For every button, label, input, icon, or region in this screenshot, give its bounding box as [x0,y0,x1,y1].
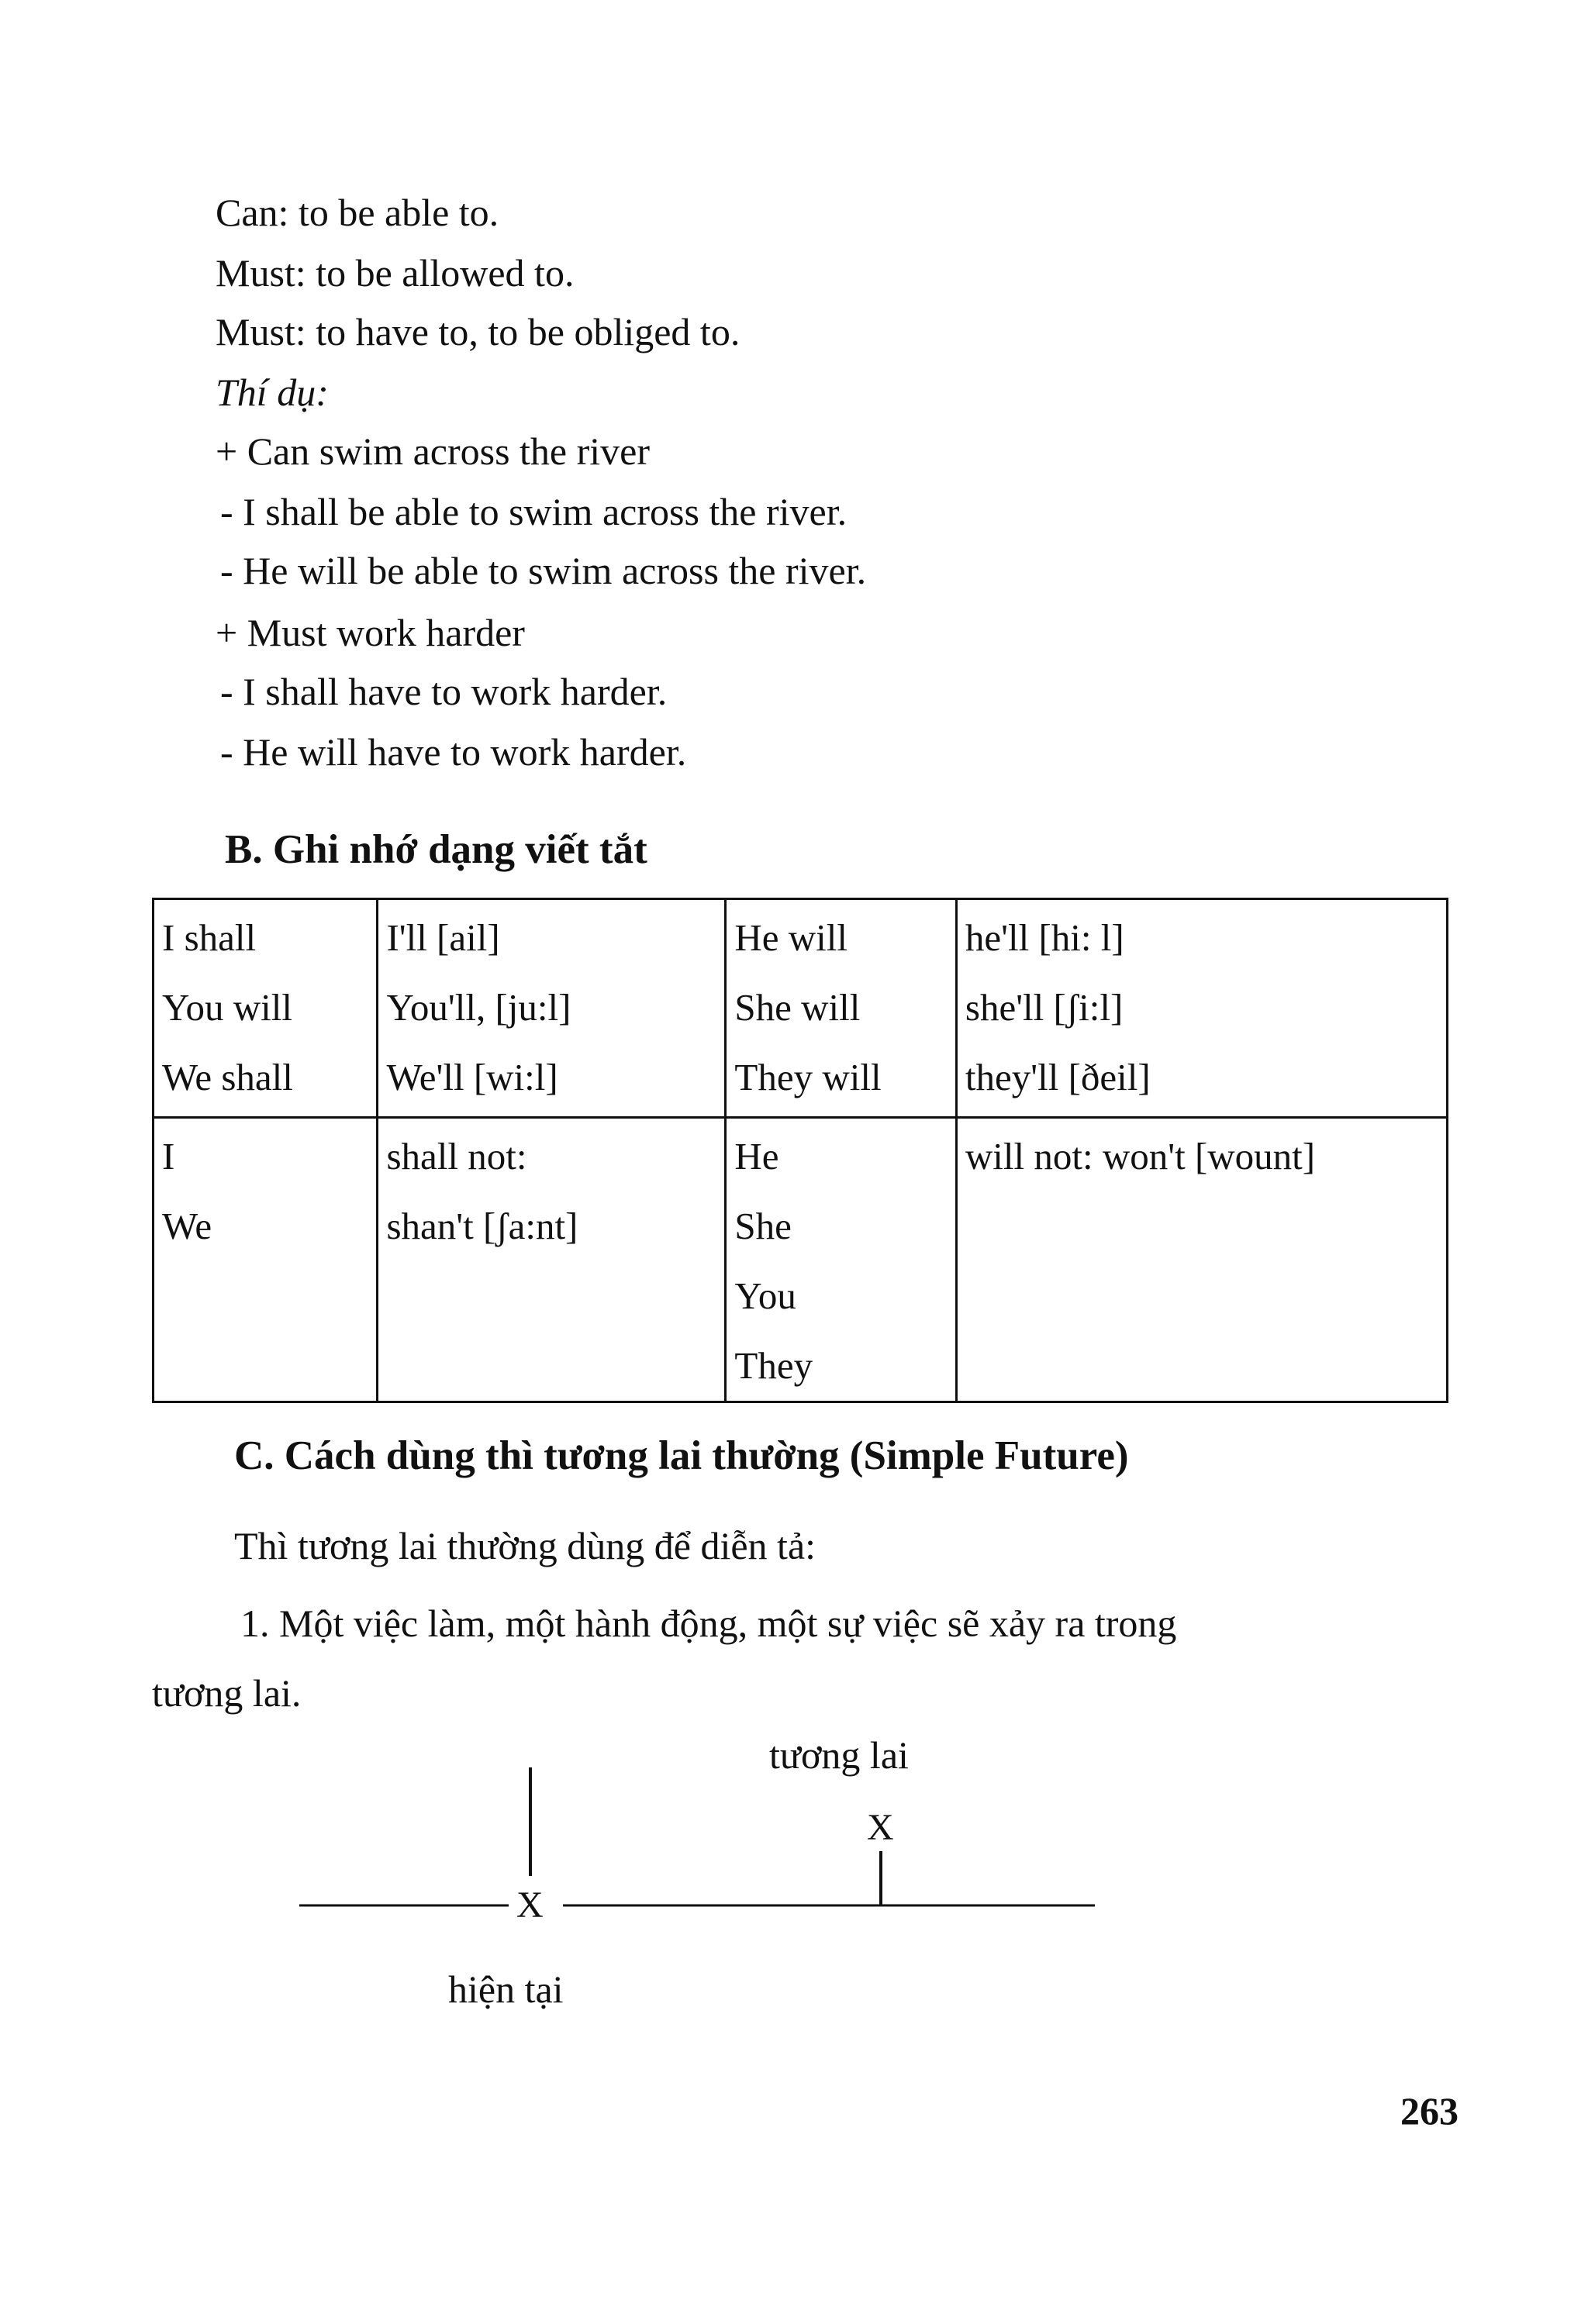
table-cell-text: She [734,1205,792,1247]
example-must-he: - He will have to work harder. [220,730,687,774]
table-cell-text: They [734,1344,813,1387]
section-c-point-1: 1. Một việc làm, một hành động, một sự việc sẽ xảy ra trong [240,1602,1177,1645]
future-marker: X [867,1807,894,1848]
definition-must-obliged: Must: to have to, to be obliged to. [216,310,740,353]
future-label: tương lai [769,1733,909,1777]
table-cell-text: You [734,1274,796,1317]
table-cell-text: She will [734,986,861,1029]
table-cell-text: He [734,1135,779,1178]
table-cell-text: he'll [hi: l] [965,916,1124,959]
example-label: Thí dụ: [216,371,329,414]
table-cell-text: shall not: [386,1135,527,1178]
example-can-i: - I shall be able to swim across the river. [220,490,848,533]
table-cell-text: You will [162,986,292,1029]
section-c-title: C. Cách dùng thì tương lai thường (Simple Future) [234,1433,1129,1478]
table-cell-text: shan't [ʃa:nt] [386,1205,578,1247]
table-cell-text: I'll [ail] [386,916,500,959]
present-marker: X [516,1884,544,1926]
table-cell-text: We shall [162,1056,293,1098]
definition-can: Can: to be able to. [216,191,499,234]
page-number: 263 [1400,2089,1459,2133]
section-b-title: B. Ghi nhớ dạng viết tắt [225,827,647,872]
table-cell-text: I [162,1135,175,1178]
present-label: hiện tại [448,1967,564,2011]
table-cell-text: they'll [ðeil] [965,1056,1151,1098]
table-cell-text: You'll, [ju:l] [386,986,571,1029]
table-cell-text: We [162,1205,212,1247]
table-cell-text: They will [734,1056,882,1098]
table-cell-text: I shall [162,916,257,959]
example-must-heading: + Must work harder [216,611,525,654]
definition-must-allowed: Must: to be allowed to. [216,251,575,295]
table-cell-text: will not: won't [wount] [965,1135,1316,1178]
example-must-i: - I shall have to work harder. [220,670,668,713]
table-cell-text: she'll [ʃi:l] [965,986,1124,1029]
section-c-intro: Thì tương lai thường dùng để diễn tả: [234,1524,816,1567]
table-cell-text: We'll [wi:l] [386,1056,558,1098]
table-cell-text: He will [734,916,848,959]
example-can-he: - He will be able to swim across the river. [220,549,867,592]
section-c-point-1-cont: tương lai. [152,1671,302,1715]
example-can-heading: + Can swim across the river [216,429,651,473]
